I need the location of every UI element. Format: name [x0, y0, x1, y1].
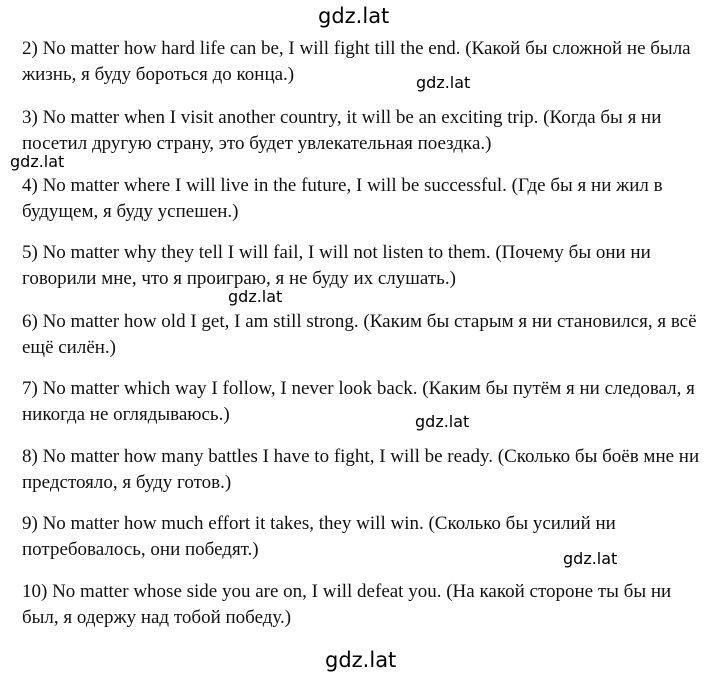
exercise-item-10: 10) No matter whose side you are on, I will defeat you. (На какой стороне ты бы ни был, я одержу над тобой победу.) — [22, 581, 672, 628]
exercise-item-3: 3) No matter when I visit another country, it will be an exciting trip. (Когда бы я ни посетил другую страну, это будет увлекательная поездка.) — [22, 107, 662, 154]
watermark: gdz.lat — [10, 152, 65, 171]
watermark-top: gdz.lat — [318, 4, 390, 28]
watermark-bottom: gdz.lat — [325, 648, 397, 672]
exercise-item-2: 2) No matter how hard life can be, I will fight till the end. (Какой бы сложной не была жизнь, я буду бороться до конца.) — [22, 38, 691, 85]
watermark: gdz.lat — [563, 549, 618, 568]
exercise-item-5: 5) No matter why they tell I will fail, I will not listen to them. (Почему бы они ни говорили мне, что я проиграю, я не буду их слушать.) — [22, 242, 651, 289]
watermark: gdz.lat — [228, 287, 283, 306]
exercise-item-7: 7) No matter which way I follow, I never look back. (Каким бы путём я ни следовал, я никогда не оглядываюсь.) — [22, 378, 695, 425]
exercise-item-9: 9) No matter how much effort it takes, they will win. (Сколько бы усилий ни потребовалось, они победят.) — [22, 513, 616, 560]
exercise-item-8: 8) No matter how many battles I have to fight, I will be ready. (Сколько бы боёв мне ни предстояло, я буду готов.) — [22, 446, 700, 493]
watermark: gdz.lat — [415, 412, 470, 431]
exercise-item-4: 4) No matter where I will live in the future, I will be successful. (Где бы я ни жил в будущем, я буду успешен.) — [22, 175, 663, 222]
exercise-item-6: 6) No matter how old I get, I am still strong. (Каким бы старым я ни становился, я всё ещё силён.) — [22, 311, 697, 358]
watermark: gdz.lat — [416, 73, 471, 92]
